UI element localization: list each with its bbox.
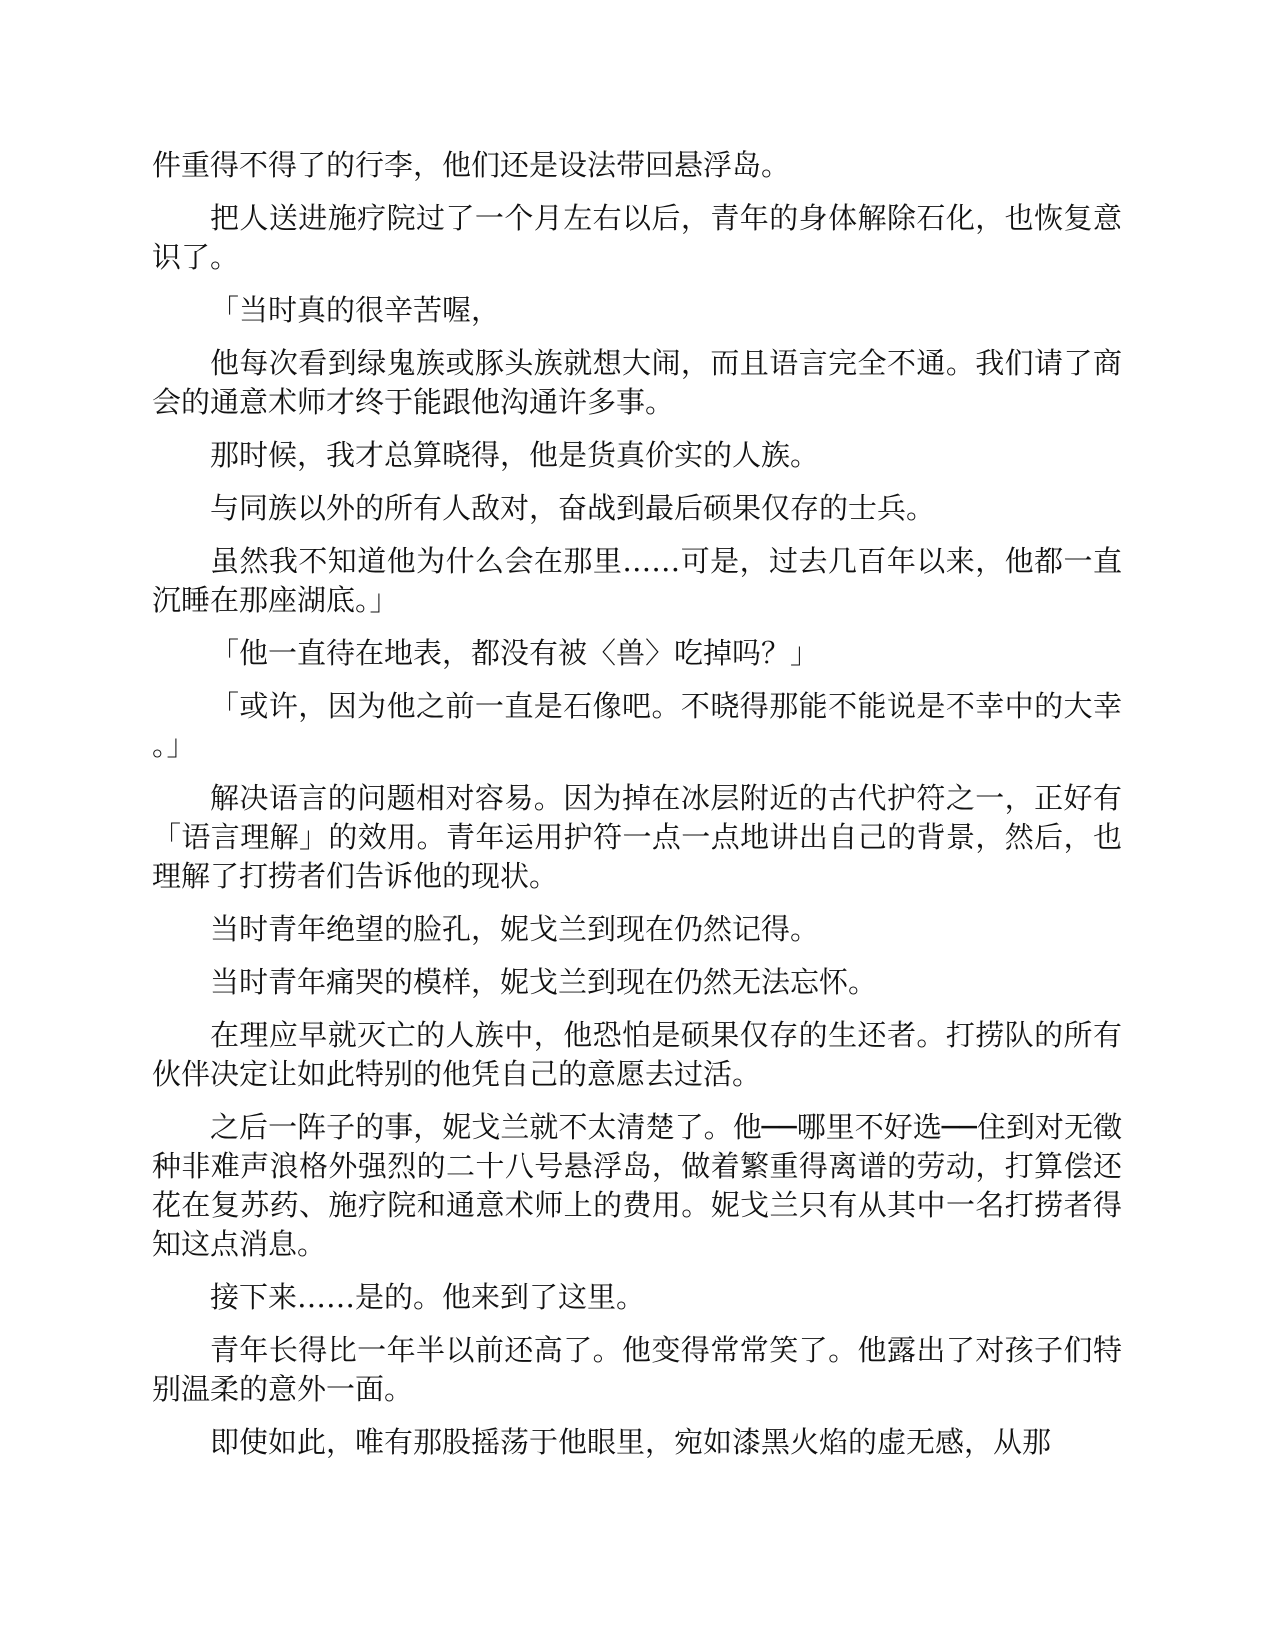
paragraph-7: 虽然我不知道他为什么会在那里……可是，过去几百年以来，他都一直沉睡在那座湖底。」 — [152, 544, 1122, 617]
paragraph-15: 接下来……是的。他来到了这里。 — [210, 1280, 646, 1314]
paragraph-13: 在理应早就灭亡的人族中，他恐怕是硕果仅存的生还者。打捞队的所有伙伴决定让如此特别的他凭自己的意愿去过活。 — [152, 1018, 1122, 1091]
paragraph-14: 之后一阵子的事，妮戈兰就不太清楚了。他──哪里不好选──住到对无徵种非难声浪格外强烈的二十八号悬浮岛，做着繁重得离谱的劳动，打算偿还花在复苏药、施疗院和通意术师上的费用。妮戈兰只有从其中一名打捞者得知这点消息。 — [152, 1110, 1122, 1261]
paragraph-11: 当时青年绝望的脸孔，妮戈兰到现在仍然记得。 — [210, 912, 820, 946]
paragraph-6: 与同族以外的所有人敌对，奋战到最后硕果仅存的士兵。 — [210, 491, 936, 525]
page-body — [152, 146, 1122, 1476]
paragraph-10: 解决语言的问题相对容易。因为掉在冰层附近的古代护符之一，正好有「语言理解」的效用。青年运用护符一点一点地讲出自己的背景，然后，也理解了打捞者们告诉他的现状。 — [152, 781, 1122, 893]
paragraph-8: 「他一直待在地表，都没有被〈兽〉吃掉吗？」 — [210, 636, 820, 670]
paragraph-5: 那时候，我才总算晓得，他是货真价实的人族。 — [210, 438, 820, 472]
paragraph-3: 「当时真的很辛苦喔， — [210, 293, 501, 327]
paragraph-17: 即使如此，唯有那股摇荡于他眼里，宛如漆黑火焰的虚无感，从那 — [210, 1425, 1052, 1459]
paragraph-2: 把人送进施疗院过了一个月左右以后，青年的身体解除石化，也恢复意识了。 — [152, 201, 1122, 274]
paragraph-9: 「或许，因为他之前一直是石像吧。不晓得那能不能说是不幸中的大幸。」 — [152, 689, 1122, 762]
paragraph-16: 青年长得比一年半以前还高了。他变得常常笑了。他露出了对孩子们特别温柔的意外一面。 — [152, 1333, 1122, 1406]
paragraph-4: 他每次看到绿鬼族或豚头族就想大闹，而且语言完全不通。我们请了商会的通意术师才终于能跟他沟通许多事。 — [152, 346, 1122, 419]
paragraph-12: 当时青年痛哭的模样，妮戈兰到现在仍然无法忘怀。 — [210, 965, 878, 999]
paragraph-1: 件重得不得了的行李，他们还是设法带回悬浮岛。 — [152, 148, 791, 182]
